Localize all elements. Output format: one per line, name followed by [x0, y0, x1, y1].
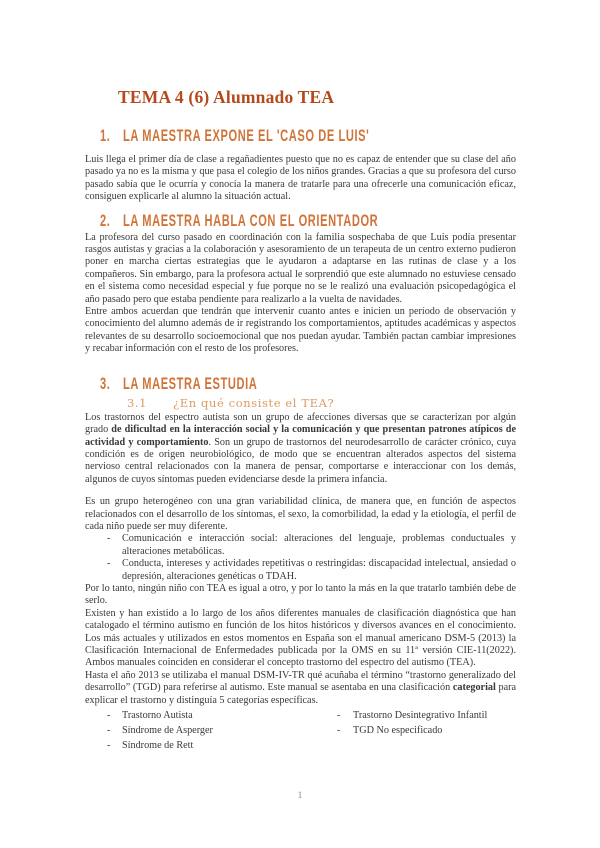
section-2-paragraph-2: Entre ambos acuerdan que tendrán que intervenir cuanto antes e inicien un período de observación y conocimiento del alumno además de ir registrando los comportamientos, aptitudes académicas y aspectos relevantes de su desarrollo socioemocional que nos puedan ayudar. También pactan cambiar impresiones y recabar información con el resto de los profesores. [85, 306, 516, 355]
dsm-iv-bold: categorial [452, 682, 496, 694]
section-3-1-subheading [85, 395, 516, 412]
bullet-dash-icon: - [107, 724, 111, 736]
manuals-paragraph: Existen y han existido a lo largo de los años diferentes manuales de clasificación diagnóstica que han catalogado el término autismo en función de los hitos históricos y diversos avances en el conocimiento. Los más actuales y utilizados en estos momentos en España son el manual americano DSM-5 (2013) la Clasificación Internacional de Enfermedades publicada por la OMS en su 11ª versión CIE-11(2022). Ambos manuales coinciden en considerar el concepto trastorno del espectro del autismo (TEA). [85, 607, 516, 669]
bullet-dash-icon: - [337, 710, 341, 722]
bullet-dash-icon: - [337, 724, 341, 736]
section-3-1-subheading-text: ¿En qué consiste el TEA? [173, 395, 335, 410]
list-item-text: Trastorno Desintegrativo Infantil [353, 710, 488, 722]
list-item-text: TGD No especificado [353, 724, 443, 736]
section-1-number: 1. [100, 126, 111, 146]
document-title: TEMA 4 (6) Alumnado TEA [118, 87, 335, 107]
section-3-number: 3. [100, 374, 111, 394]
section-3-1-number: 3.1 [127, 395, 148, 410]
list-item-text: Síndrome de Rett [122, 739, 194, 751]
section-2-heading-text: LA MAESTRA HABLA CON EL ORIENTADOR [123, 211, 379, 231]
list-item-text: Síndrome de Asperger [122, 724, 213, 736]
tea-definition-post: . Son un grupo de trastornos del neurodesarrollo de carácter crónico, cuya condición es de origen neurobiológico, de modo que se encuentran alterados aspectos del sistema nervioso central relacionados con la manera de pensar, comportarse e interaccionar con los demás, algunos de cuyos síntomas pueden evidenciarse desde la primera infancia. [85, 436, 516, 485]
bullet-dash-icon: - [107, 739, 111, 751]
list-item [337, 709, 516, 724]
conclusion-paragraph: Por lo tanto, ningún niño con TEA es igual a otro, y por lo tanto la más en la que tratarlo también debe de serlo. [85, 582, 516, 607]
list-item [85, 533, 516, 558]
section-1-heading-text: LA MAESTRA EXPONE EL 'CASO DE LUIS' [123, 126, 370, 146]
heterogeneous-group-paragraph: Es un grupo heterogéneo con una gran variabilidad clínica, de manera que, en función de aspectos relacionados con el desarrollo de los síntomas, el sexo, la comorbilidad, la edad y la etiología, el perfil de cada niño puede ser muy diferente. [85, 496, 516, 532]
categories-left-column [85, 709, 337, 753]
tea-definition-bold: de dificultad en la interacción social y la comunicación y que presentan patrones atípicos de actividad y comportamiento [85, 424, 516, 448]
bullet-dash-icon: - [107, 710, 111, 722]
section-3-heading [85, 375, 516, 395]
list-item-text: Comunicación e interacción social: alteraciones del lenguaje, problemas conductuales y alteraciones metabólicas. [122, 533, 516, 557]
categories-right-column [337, 709, 516, 753]
tea-definition-paragraph [85, 412, 516, 486]
dsm-iv-paragraph [85, 670, 516, 707]
section-2-number: 2. [100, 211, 111, 231]
section-1-paragraph: Luis llega el primer día de clase a regañadientes puesto que no es capaz de entender que su clase del año pasado ya no es la misma y que pasa el colegio de los niños grandes. Gracias a que su profesora del curso pasado sabía que le ocurría y conocía la manera de tratarle para una ofrecerle una comunicación eficaz, consiguen explicarle al alumno la situación actual. [85, 154, 516, 203]
list-item [85, 739, 337, 754]
list-item [85, 709, 337, 724]
page-number: 1 [297, 791, 303, 801]
list-item-text: Trastorno Autista [122, 710, 193, 722]
tea-definition-pre: Los trastornos del espectro autista son un grupo de afecciones diversas que se caracterizan por algún grado [85, 411, 516, 436]
list-item [85, 558, 516, 583]
section-2-heading [85, 212, 516, 232]
list-item-text: Conducta, intereses y actividades repetitivas o restringidas: discapacidad intelectual, ansiedad o depresión, alteraciones genéticas o TDAH. [122, 558, 516, 582]
list-item [85, 724, 337, 739]
categories-two-column-list [85, 709, 516, 753]
bullet-dash-icon: - [107, 533, 111, 545]
dsm-iv-pre: Hasta el año 2013 se utilizaba el manual DSM-IV-TR qué acuñaba el término “trastorno generalizado del desarrollo” (TGD) para referirse al autismo. Este manual se asentaba en una clasificación [85, 669, 516, 694]
section-2-paragraph-1: La profesora del curso pasado en coordinación con la familia sospechaba de que Luis podía presentar rasgos autistas y gracias a la colaboración y asesoramiento de un terapeuta de un centro externo pudieron poner en marcha ciertas estrategias que le ayudaron a adaptarse en las rutinas de clase y a los compañeros. Sin embargo, para la profesora actual le sorprendió que este alumnado no estuviese censado en el sistema como necesidad especial y fue porque no se le realizó una evaluación psicopedagógica el año pasado pero que estaba pendiente para realizarlo a la vuelta de navidades. [85, 231, 516, 305]
dsm-iv-post: para explicar el trastorno y distinguía 5 categorías específicas. [85, 682, 516, 706]
list-item [337, 724, 516, 739]
bullet-dash-icon: - [107, 558, 111, 570]
section-1-heading [85, 127, 516, 147]
section-3-heading-text: LA MAESTRA ESTUDIA [123, 374, 258, 394]
